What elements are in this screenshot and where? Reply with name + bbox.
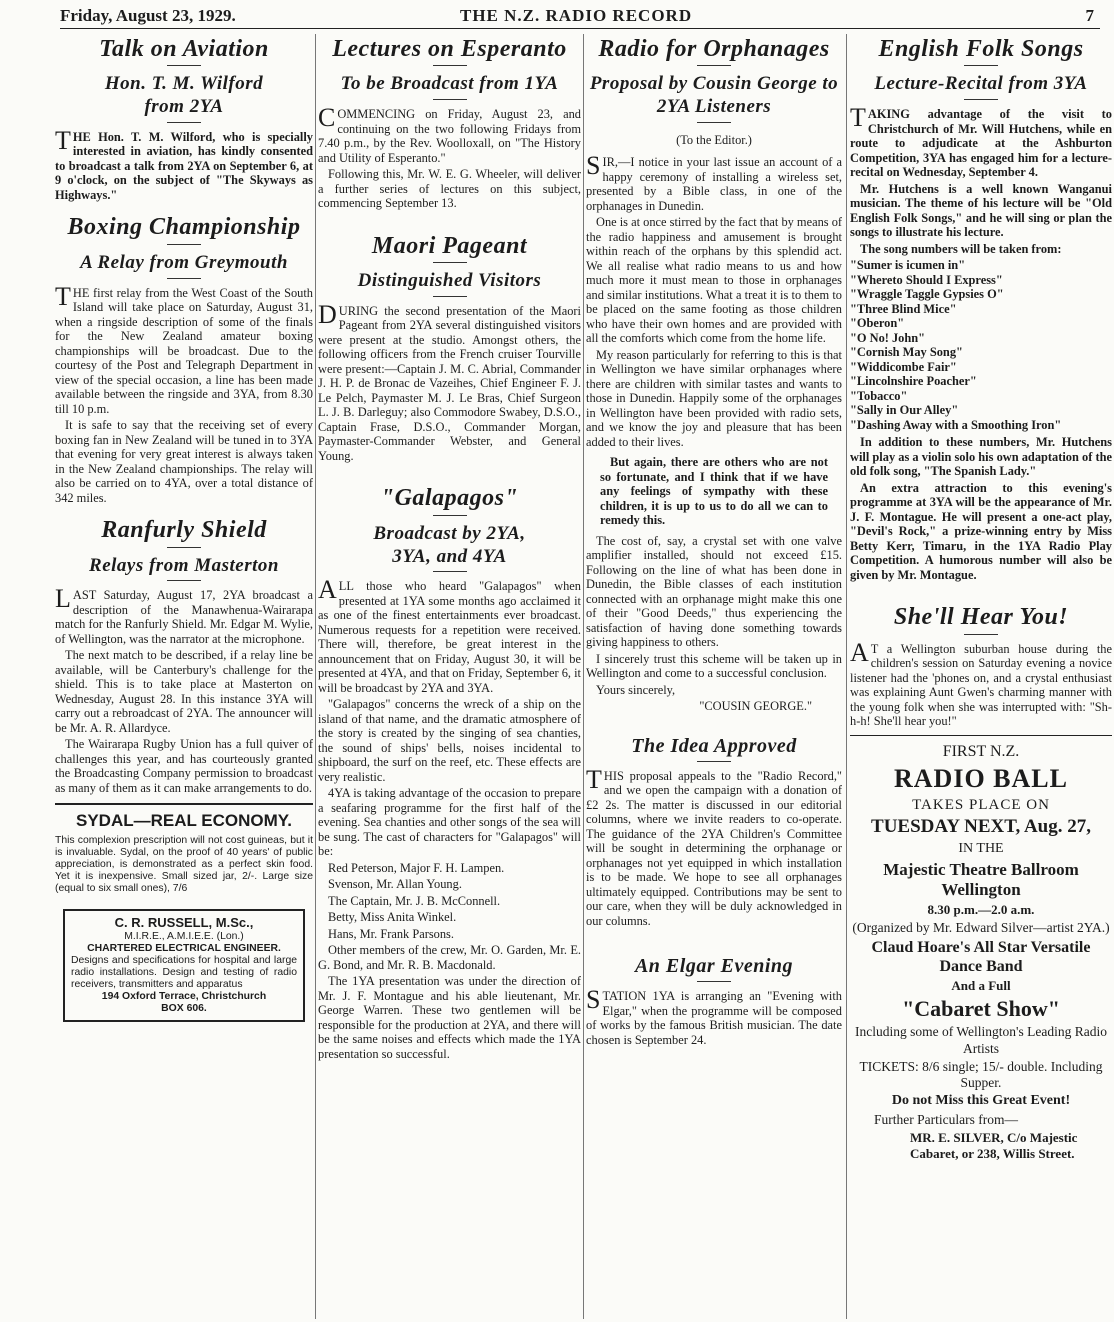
ad-line: (Organized by Mr. Edward Silver—artist 2YA.)	[852, 919, 1110, 935]
drop-cap: A	[850, 637, 869, 667]
subheadline: Hon. T. M. Wilford from 2YA	[104, 73, 264, 118]
divider	[167, 580, 201, 581]
letter-closing: Yours sincerely,	[596, 682, 676, 697]
article-body: TATION 1YA is arranging an "Evening with Elgar," when the programme will be composed of works by the famous British musician. The date chosen is September 24.	[586, 989, 842, 1047]
cast-line: The Captain, Mr. J. B. McConnell.	[328, 893, 501, 908]
divider	[697, 981, 731, 982]
headline: Radio for Orphanages	[598, 36, 830, 62]
column-rule	[846, 34, 847, 1319]
divider	[433, 262, 467, 263]
column-2	[318, 34, 581, 1319]
article-paragraph: But again, there are others who are not so fortunate, and I think that if we have any feelings of sympathy with these children, it is up to us to do all we can to remedy this.	[600, 455, 828, 528]
cast-line: Svenson, Mr. Allan Young.	[328, 877, 462, 892]
ad-line: TAKES PLACE ON	[912, 796, 1050, 813]
subheadline: Broadcast by 2YA, 3YA, and 4YA	[373, 522, 526, 567]
article-paragraph: It is safe to say that the receiving set of every boxing fan in New Zealand will be tuned in to 3YA that evening for very great interest is always taken in the New Zealand championships. The relay will also be carried on to 4YA, over a total distance of 342 miles.	[55, 418, 313, 505]
drop-cap: D	[318, 299, 337, 329]
song-item: "O No! John"	[850, 330, 926, 345]
article-ranfurly	[55, 517, 313, 795]
divider	[167, 65, 201, 66]
advert-title: SYDAL—REAL ECONOMY.	[76, 811, 292, 831]
article-body: AST Saturday, August 17, 2YA broadcast a description of the Manawhenua-Wairarapa match for the Ranfurly Shield. Mr. Edgar M. Wylie, of Wellington, was the narrator at the microphone.	[55, 588, 313, 646]
headline: Lectures on Esperanto	[332, 36, 567, 62]
column-1	[55, 34, 313, 1319]
divider	[167, 547, 201, 548]
advert-radio-ball	[850, 735, 1112, 1162]
song-item: "Three Blind Mice"	[850, 301, 957, 316]
subheadline: Relays from Masterton	[89, 554, 279, 576]
article-body: URING the second presentation of the Maori Pageant from 2YA several distinguished visitors were present at the studio. Amongst others, the following officers from the French cruiser Tourville were present:—Captain J. M. C. Abrial, Commander J. H. P. de Bronac de Vazeihes, Chief Engineer F. J. Le Pelch, Paymaster M. J. Le Bras, Chief Surgeon L. J. B. Darleguy; also Commodore Swabey, D.S.O., Captain Frase, D.S.O., Commander Morgan, Paymaster-Commander Webster, and General Young.	[318, 303, 581, 463]
cast-line: Betty, Miss Anita Winkel.	[328, 910, 457, 925]
song-item: "Cornish May Song"	[850, 345, 963, 360]
advert-text: Designs and specifications for hospital and large radio installations. Design and testing of radio receivers, transmitters and apparatus	[71, 954, 297, 990]
ad-show: "Cabaret Show"	[902, 996, 1060, 1022]
song-item: "Lincolnshire Poacher"	[850, 374, 977, 389]
drop-cap: T	[55, 281, 71, 311]
ad-line: FIRST N.Z.	[942, 742, 1020, 760]
article-paragraph: Mr. Hutchens is a well known Wanganui musician. The theme of his lecture will be "Old English Folk Songs," and he will sing or plan the songs to illustrate his lecture.	[850, 181, 1112, 240]
divider	[167, 278, 201, 279]
article-aviation	[55, 36, 313, 202]
article-body: IR,—I notice in your last issue an account of a happy ceremony of installing a wireless set, presented by a Bible class, in one of the orphanages in Dunedin.	[586, 155, 842, 213]
divider	[433, 571, 467, 572]
advert-profession: CHARTERED ELECTRICAL ENGINEER.	[87, 943, 281, 955]
column-4	[850, 34, 1112, 1319]
song-item: "Wraggle Taggle Gypsies O"	[850, 287, 1004, 302]
song-item: "Sally in Our Alley"	[850, 403, 959, 418]
article-paragraph: Following this, Mr. W. E. G. Wheeler, will deliver a further series of lectures on this subject, commencing September 13.	[318, 167, 581, 211]
song-item: "Tobacco"	[850, 388, 908, 403]
cast-line: Hans, Mr. Frank Parsons.	[328, 926, 454, 941]
ad-band: Claud Hoare's All Star Versatile Dance Band	[871, 939, 1091, 976]
subheadline: A Relay from Greymouth	[80, 251, 288, 273]
divider	[964, 634, 998, 635]
headline: She'll Hear You!	[893, 604, 1069, 631]
article-body: AKING advantage of the visit to Christchurch of Mr. Will Hutchens, while en route to adjudicate at the Ashburton Competition, 3YA has engaged him for a lecture-recital on Wednesday, September 4.	[850, 107, 1112, 180]
divider	[964, 65, 998, 66]
article-folk-songs	[850, 36, 1112, 582]
headline: "Galapagos"	[380, 485, 519, 512]
ad-title: RADIO BALL	[894, 763, 1068, 793]
article-paragraph: I sincerely trust this scheme will be taken up in Wellington and come to a successful conclusion.	[586, 651, 842, 681]
ad-line: Further Particulars from—	[874, 1112, 1018, 1128]
song-item: "Whereto Should I Express"	[850, 272, 1003, 287]
subheadline: Proposal by Cousin George to 2YA Listeners	[589, 73, 839, 118]
ad-tickets: TICKETS: 8/6 single; 15/- double. Including Supper.	[859, 1058, 1103, 1091]
song-item: "Widdicombe Fair"	[850, 359, 957, 374]
article-galapagos	[318, 485, 581, 1061]
article-orphanages	[586, 36, 842, 714]
article-body: LL those who heard "Galapagos" when presented at 1YA some months ago acclaimed it as one of the finest entertainments ever broadcast. Numerous requests for a repetition were received. There will, therefore, be great interest in the announcement that on Friday, August 30, it will be presented at 4YA, and that on Friday, September 6, it will be broadcast by 2YA and 3YA.	[318, 579, 581, 695]
divider	[433, 515, 467, 516]
column-rule	[583, 34, 584, 1319]
paper-title: THE N.Z. RADIO RECORD	[460, 6, 693, 25]
divider	[697, 122, 731, 123]
article-body: T a Wellington suburban house during the children's session on Saturday evening a novice listener had the 'phones on, and a crystal enthusiast was explaining Aunt Gwen's charming manner with the young folk when she was interrupted with: "Sh-h-h! She'll hear you!"	[850, 641, 1112, 729]
headline: Maori Pageant	[371, 232, 528, 259]
article-paragraph: An extra attraction to this evening's programme at 3YA will be the appearance of Mr. J. F. Montague. He will present a one-act play, "Devil's Rock," a prize-winning entry by Miss Betty Kerr, Timaru, in the 1YA Radio Play Competition. A humorous number will also be given by Mr. Montague.	[850, 480, 1112, 582]
ad-contact: MR. E. SILVER, C/o Majestic Cabaret, or 238, Willis Street.	[910, 1130, 1078, 1161]
drop-cap: S	[586, 151, 601, 181]
headline: Talk on Aviation	[99, 36, 269, 62]
drop-cap: S	[586, 985, 601, 1015]
ad-time: 8.30 p.m.—2.0 a.m.	[927, 902, 1035, 918]
article-shell-hear-you	[850, 604, 1112, 728]
article-paragraph: "Galapagos" concerns the wreck of a ship on the island of that name, and the dramatic atmosphere of the story is created by the singing of sea chanties, the sound of ships' bells, noises incidental to shipboard, the surf on the reef, etc. These effects are very realistic.	[318, 697, 581, 784]
advert-sydal	[55, 803, 313, 895]
song-item: "Oberon"	[850, 316, 905, 331]
advert-box: BOX 606.	[161, 1002, 207, 1014]
subheadline: Distinguished Visitors	[357, 270, 542, 292]
ad-line: Do not Miss this Great Event!	[891, 1093, 1071, 1109]
article-paragraph: Other members of the crew, Mr. O. Garden, Mr. E. G. Bond, and Mr. R. B. Macdonald.	[318, 943, 581, 972]
ad-line: Including some of Wellington's Leading Radio Artists	[855, 1024, 1107, 1056]
article-esperanto	[318, 36, 581, 211]
article-body: HE Hon. T. M. Wilford, who is specially interested in aviation, has kindly consented to broadcast a talk from 2YA on September 6, at 9 o'clock, on the subject of "The Skyways as Highways."	[55, 129, 313, 202]
article-paragraph: The next match to be described, if a relay line be available, will be Canterbury's challenge for the shield. This is to take place at Masterton on Wednesday, August 28. In this instance 3YA will carry out a rebroadcast of 2YA. The announcer will be Mr. A. R. Allardyce.	[55, 648, 313, 735]
ad-line: And a Full	[951, 978, 1011, 994]
divider	[964, 99, 998, 100]
ad-venue: Majestic Theatre Ballroom Wellington	[883, 859, 1079, 899]
article-paragraph: One is at once stirred by the fact that by means of the radio happiness and amusement is brought within reach of the orphans by this splendid act. We all realise what radio means to us and how much more it must mean to those in orphanages and similar institutions. What a treat it is to them to be placed on the same footing as those children who have their own homes and are provided with all the comforts which come from the home life.	[586, 215, 842, 346]
divider	[433, 99, 467, 100]
drop-cap: T	[55, 125, 71, 155]
article-paragraph: The 1YA presentation was under the direction of Mr. J. F. Montague and his able lieutenant, Mr. George Warren. These two gentlemen will be responsible for the production at 2YA, and there will be the same noises and effects which made the 1YA presentation so successful.	[318, 974, 581, 1061]
article-body: HE first relay from the West Coast of the South Island will take place on Saturday, August 31, when a ringside description of some of the finals for the New Zealand amateur boxing championships will be broadcast. Due to the courtesy of the Post and Telegraph Department in view of the special occasion, a line has been made available between the ringside and 3YA, from 8.30 till 10 p.m.	[55, 285, 313, 416]
article-paragraph: My reason particularly for referring to this is that in Wellington we have similar orphanages where there are children with similar tastes and wants to those in Dunedin. Happily some of the orphanages in Wellington have been provided with radio sets, and we know the joy and pleasure that has been added to their lives.	[586, 347, 842, 449]
divider	[433, 65, 467, 66]
advert-text: This complexion prescription will not cost guineas, but it is invaluable. Sydal, on the proof of 40 years' of public appreciation, is demonstrated as a perfect skin food. Yet it is inexpensive. Small sized jar, 2/-. Large size (equal to six small ones), 7/6	[55, 835, 313, 895]
subheadline: Lecture-Recital from 3YA	[874, 73, 1088, 95]
article-body: HIS proposal appeals to the "Radio Record," and we open the campaign with a donation of £2 2s. The matter is discussed in our editorial columns, where we invite readers to co-operate. The guidance of the 2YA Children's Committee will be sought in determining the orphanage or orphanages not yet equipped in which installation is to be made. We hope to see all orphanages ultimately equipped. Contributions may be sent to our care, when they will be duly acknowledged in our columns.	[586, 768, 842, 928]
advert-qualifications: M.I.R.E., A.M.I.E.E. (Lon.)	[124, 931, 244, 943]
page-number: 7	[1085, 6, 1094, 25]
song-item: "Dashing Away with a Smoothing Iron"	[850, 417, 1062, 432]
article-maori-pageant	[318, 233, 581, 464]
ad-line: IN THE	[958, 840, 1004, 856]
drop-cap: A	[318, 575, 337, 605]
article-paragraph: In addition to these numbers, Mr. Hutchens will play as a violin solo his own adaptation of the old folk song, "The Spanish Lady."	[850, 435, 1112, 479]
divider	[167, 244, 201, 245]
drop-cap: T	[850, 103, 866, 133]
divider	[697, 761, 731, 762]
divider	[433, 296, 467, 297]
article-paragraph: The song numbers will be taken from:	[860, 241, 1062, 256]
headline: Boxing Championship	[67, 214, 301, 241]
drop-cap: L	[55, 584, 71, 614]
article-idea-approved	[586, 734, 842, 929]
article-elgar	[586, 954, 842, 1047]
divider	[167, 122, 201, 123]
drop-cap: T	[586, 764, 602, 794]
divider	[697, 65, 731, 66]
advert-address: 194 Oxford Terrace, Christchurch	[101, 990, 267, 1002]
article-body: OMMENCING on Friday, August 23, and continuing on the two following Fridays from 7.40 p.m., by the Rev. Woolloxall, on "The History and Utility of Esperanto."	[318, 107, 581, 165]
issue-date: Friday, August 23, 1929.	[60, 6, 236, 25]
headline: The Idea Approved	[631, 734, 797, 757]
masthead	[60, 4, 1100, 29]
subheadline: To be Broadcast from 1YA	[340, 73, 559, 95]
article-paragraph: The Wairarapa Rugby Union has a full quiver of challenges this year, and has courteously granted the Broadcasting Company permission to broadcast as many of them as it can make arrangements to do.	[55, 737, 313, 795]
advert-name: C. R. RUSSELL, M.Sc.,	[114, 915, 254, 931]
editor-note: (To the Editor.)	[676, 132, 752, 147]
article-boxing	[55, 214, 313, 505]
headline: Ranfurly Shield	[101, 517, 267, 544]
song-item: "Sumer is icumen in"	[850, 258, 966, 273]
headline: An Elgar Evening	[634, 955, 794, 978]
song-list	[850, 258, 1112, 432]
article-paragraph: 4YA is taking advantage of the occasion to prepare a seafaring programme for the first half of the evening. Sea chanties and other songs of the sea will be sung. The cast of characters for "Galapagos" will be:	[318, 786, 581, 859]
cast-line: Red Peterson, Major F. H. Lampen.	[328, 860, 505, 875]
drop-cap: C	[318, 103, 336, 133]
column-rule	[315, 34, 316, 1319]
headline: English Folk Songs	[878, 36, 1084, 62]
advert-russell	[63, 909, 305, 1022]
column-3	[586, 34, 842, 1319]
letter-signature: "COUSIN GEORGE."	[699, 699, 812, 714]
article-paragraph: The cost of, say, a crystal set with one valve amplifier installed, should not exceed £15. Following on the line of what has been done in Dunedin, the Bible classes of each institution connected with an orphanage might make this one of their "Good Deeds," thus experiencing the satisfaction of having done something towards giving happiness to others.	[586, 533, 842, 650]
ad-date: TUESDAY NEXT, Aug. 27,	[871, 815, 1091, 837]
